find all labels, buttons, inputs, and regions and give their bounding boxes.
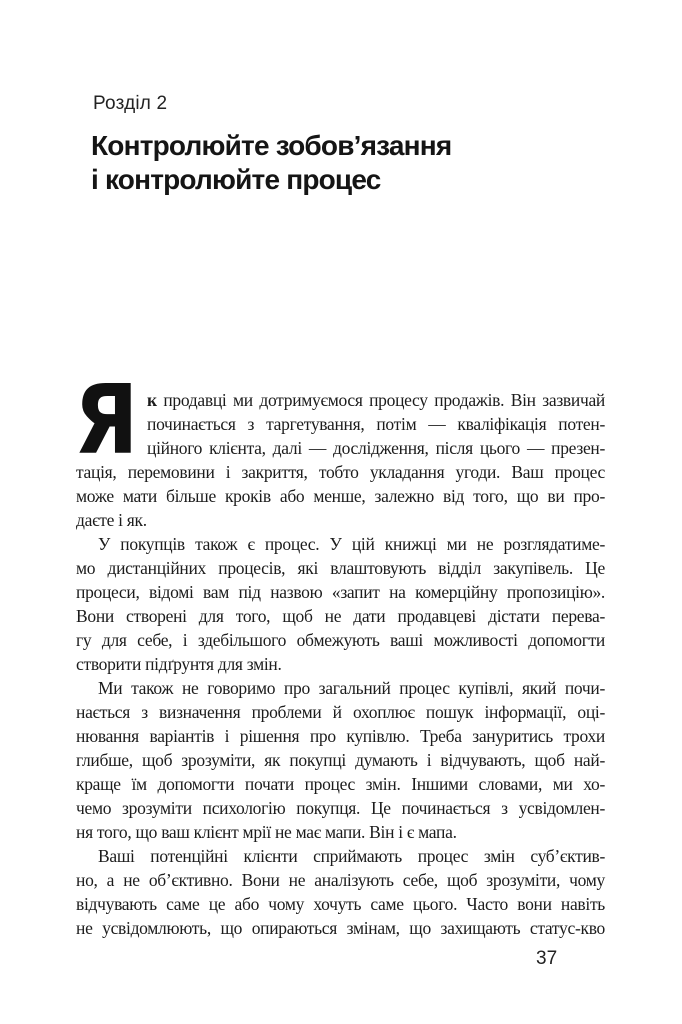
lead-letter: к [147, 390, 157, 410]
chapter-title-line-2: і контролюйте процес [91, 164, 381, 195]
text-line: мо дистанційних процесів, які влаштовують відділ закупівель. Це [76, 558, 605, 578]
text-line: нювання варіантів і рішення про купівлю. Треба зануритись трохи [76, 726, 605, 746]
body-text-block [74, 366, 605, 940]
text-line: глибше, щоб зрозуміти, як покупці думають і відчувають, щоб най- [76, 750, 605, 770]
text-line: У покупців також є процес. У цій книжці ми не розглядатиме- [98, 534, 605, 554]
text-line: чемо зрозуміти психологію покупця. Це починається з усвідомлен- [76, 798, 605, 818]
paragraph [76, 532, 605, 676]
text-line: нається з визначення проблеми й охоплює пошук інформації, оці- [76, 702, 605, 722]
text-line: тація, перемовини і закриття, тобто укладання угоди. Ваш процес [76, 462, 605, 482]
text-line: гу для себе, і здебільшого обмежують ваші можливості допомогти [76, 630, 605, 650]
text-line: починається з таргетування, потім — кваліфікація потен- [147, 414, 605, 434]
text-line: к продавці ми дотримуємося процесу продажів. Він зазвичай [147, 390, 605, 410]
text-line: створити підґрунтя для змін. [76, 654, 282, 674]
text-line: но, а не об’єктивно. Вони не аналізують себе, щоб зрозуміти, чому [76, 870, 605, 890]
text-line: ня того, що ваш клієнт мрії не має мапи. Він і є мапа. [76, 822, 457, 842]
text-line: не усвідомлюють, що опираються змінам, що захищають статус-кво [76, 918, 605, 938]
text-line: даєте і як. [76, 510, 147, 530]
paragraph [76, 676, 605, 844]
page-number: 37 [536, 948, 558, 969]
text-line: Ми також не говоримо про загальний процес купівлі, який почи- [98, 678, 605, 698]
drop-cap [74, 366, 142, 476]
text-line: процеси, відомі вам під назвою «запит на комерційну пропозицію». [76, 582, 605, 602]
text-line: може мати більше кроків або менше, залежно від того, що ви про- [76, 486, 605, 506]
text-line: Вони створені для того, щоб не дати продавцеві дістати перева- [76, 606, 605, 626]
chapter-title [91, 129, 451, 197]
text-line: краще їм допомогти почати процес змін. Іншими словами, ми хо- [76, 774, 605, 794]
drop-cap-letter: Я [74, 366, 139, 476]
chapter-label: Розділ 2 [93, 93, 168, 114]
paragraph [74, 366, 605, 532]
text-line: Ваші потенційні клієнти сприймають процес змін суб’єктив- [98, 846, 605, 866]
chapter-title-line-1: Контролюйте зобов’язання [91, 130, 452, 161]
paragraph [76, 844, 605, 940]
text-line: відчувають саме це або чому хочуть саме цього. Часто вони навіть [76, 894, 605, 914]
text-line: ційного клієнта, далі — дослідження, після цього — презен- [147, 438, 605, 458]
